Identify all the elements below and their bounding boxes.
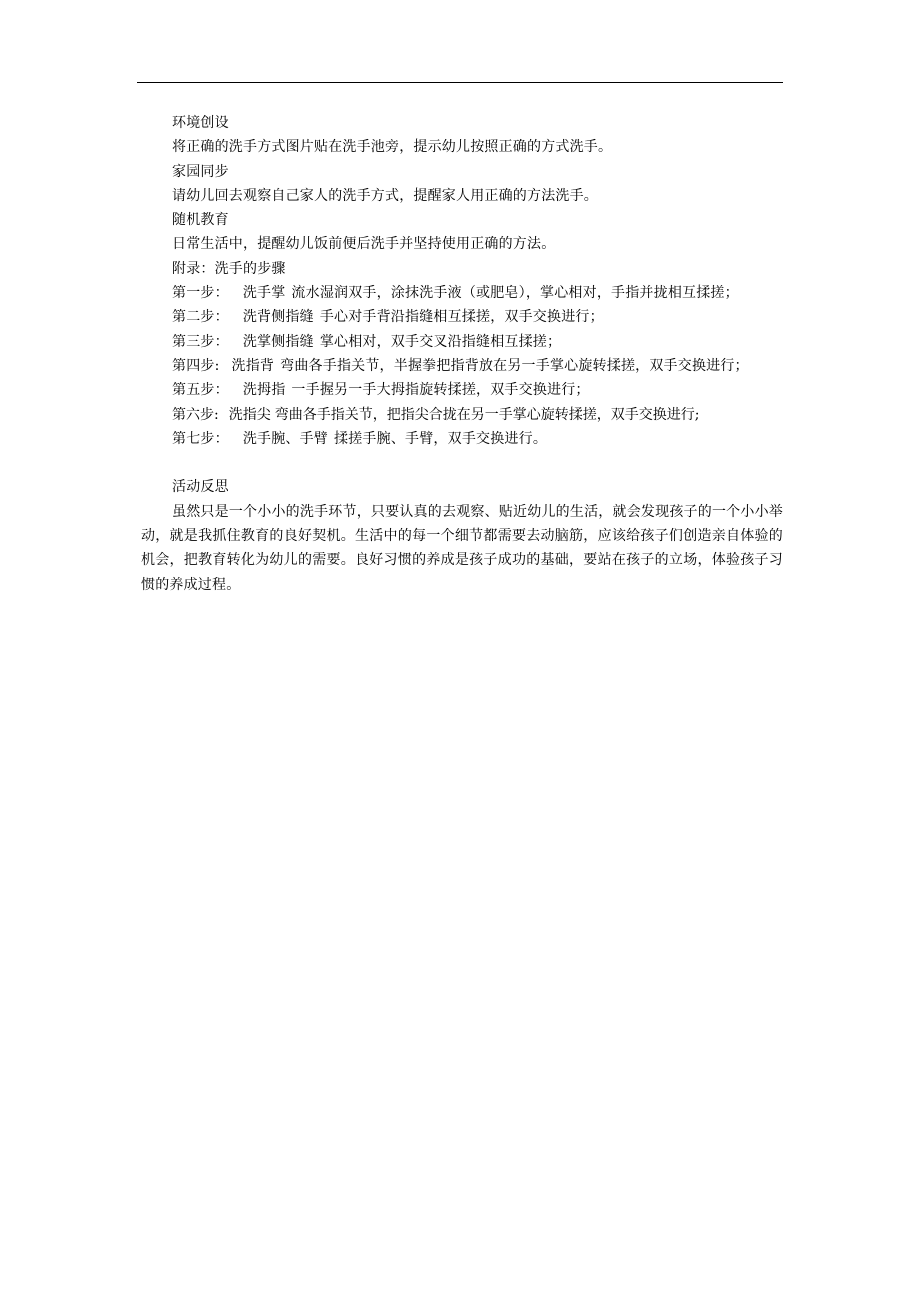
step-label: 第七步：: [172, 430, 229, 447]
section-body-home: 请幼儿回去观察自己家人的洗手方式，提醒家人用正确的方法洗手。: [172, 187, 598, 204]
step-name: 洗掌侧指缝: [242, 333, 314, 350]
step-label: 第五步：: [172, 382, 229, 399]
step-name: 洗背侧指缝: [242, 309, 314, 326]
blank-line: [141, 451, 783, 475]
step-desc: 手心对手背沿指缝相互揉搓，双手交换进行；: [319, 309, 604, 326]
step-2: [141, 305, 783, 329]
section-body-random: 日常生活中，提醒幼儿饭前便后洗手并坚持使用正确的方法。: [172, 236, 556, 253]
step-4: [141, 354, 783, 378]
step-7: [141, 427, 783, 451]
step-5: [141, 378, 783, 402]
step-name: 洗手腕、手臂: [242, 430, 329, 447]
step-desc: 弯曲各手指关节，半握拳把指背放在另一手掌心旋转揉搓，双手交换进行；: [280, 357, 749, 374]
step-label: 第四步:: [172, 357, 220, 374]
step-desc: 揉搓手腕、手臂，双手交换进行。: [334, 430, 548, 447]
step-desc: 弯曲各手指关节，把指尖合拢在另一手掌心旋转揉搓，双手交换进行;: [274, 406, 700, 423]
reflection-body: 虽然只是一个小小的洗手环节，只要认真的去观察、贴近幼儿的生活，就会发现孩子的一个小小举动，就是我抓住教育的良好契机。生活中的每一个细节都需要去动脑筋，应该给孩子们创造亲自体验的机会，把教育转化为幼儿的需要。良好习惯的养成是孩子成功的基础，要站在孩子的立场，体验孩子习惯的养成过程。: [141, 503, 783, 593]
step-1: [141, 281, 783, 305]
appendix-title: 附录：洗手的步骤: [172, 260, 286, 277]
step-label: 第三步：: [172, 333, 229, 350]
step-name: 洗拇指: [242, 382, 286, 399]
step-label: 第二步：: [172, 309, 229, 326]
section-body-environment: 将正确的洗手方式图片贴在洗手池旁，提示幼儿按照正确的方式洗手。: [172, 139, 613, 156]
step-desc: 掌心相对，双手交叉沿指缝相互揉搓；: [319, 333, 562, 350]
reflection-heading: 活动反思: [172, 479, 229, 496]
step-desc: 流水湿润双手，涂抹洗手液（或肥皂），掌心相对，手指并拢相互揉搓；: [291, 285, 739, 302]
step-name: 洗指背: [231, 357, 275, 374]
step-name: 洗手掌: [242, 285, 286, 302]
step-6: [141, 403, 783, 427]
section-heading-environment: 环境创设: [172, 115, 229, 131]
step-label: 第六步:: [172, 406, 219, 423]
step-3: [141, 330, 783, 354]
document-body: [141, 111, 783, 597]
header-rule: [137, 82, 783, 83]
step-label: 第一步：: [172, 285, 229, 302]
section-heading-random: 随机教育: [172, 212, 229, 229]
section-heading-home: 家园同步: [172, 163, 229, 180]
step-desc: 一手握另一手大拇指旋转揉搓，双手交换进行；: [291, 382, 590, 399]
step-name: 洗指尖: [228, 406, 271, 423]
